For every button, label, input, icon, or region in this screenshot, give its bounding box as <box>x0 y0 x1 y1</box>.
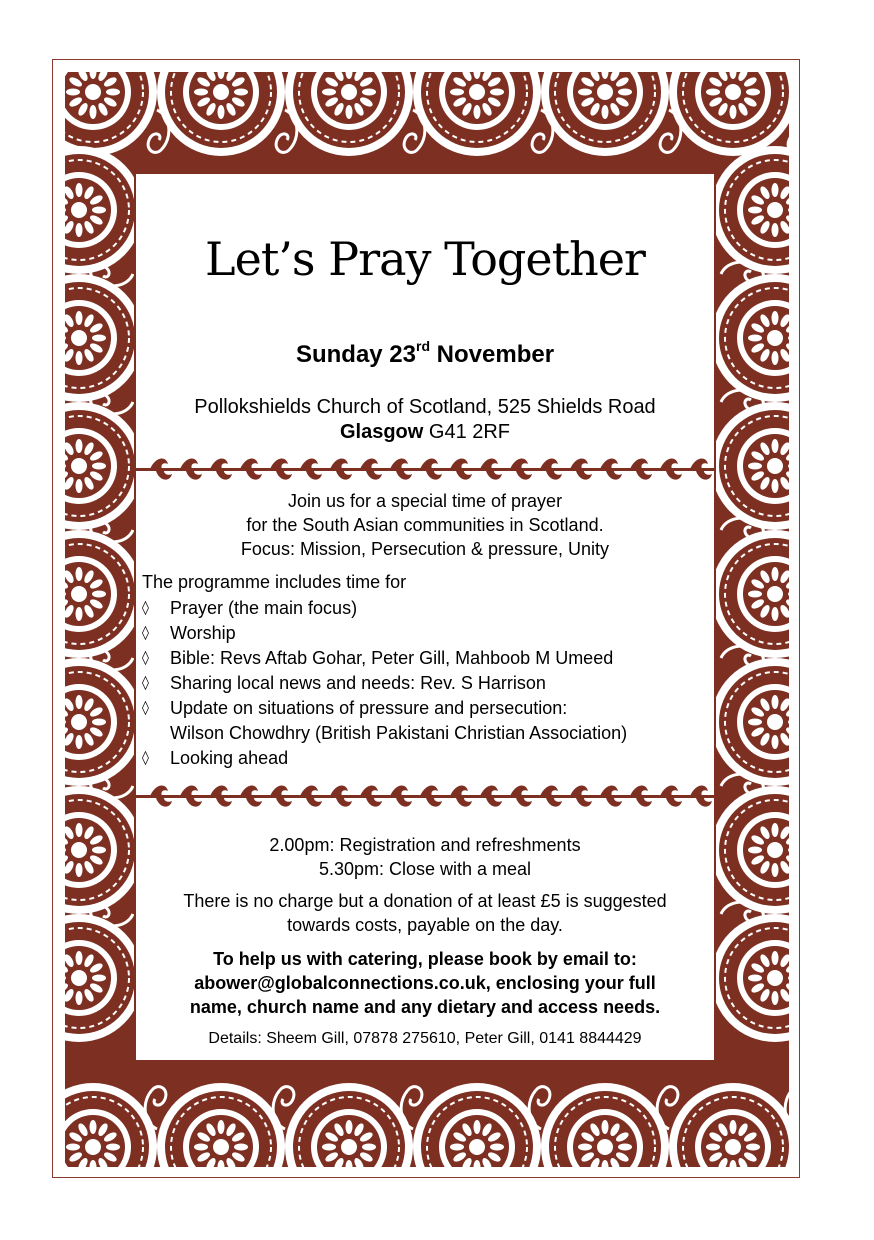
date-ordinal-suffix: rd <box>416 338 430 354</box>
diamond-bullet-icon: ◊ <box>142 750 149 766</box>
list-item <box>140 646 627 671</box>
intro-focus-line: Focus: Mission, Persecution & pressure, Unity <box>240 539 610 559</box>
programme-item-text: Prayer (the main focus) <box>170 598 358 618</box>
programme-item-text: Worship <box>170 623 236 643</box>
ornamental-band-top <box>136 452 714 488</box>
diamond-bullet-icon: ◊ <box>142 650 149 666</box>
diamond-bullet-icon: ◊ <box>142 700 149 716</box>
list-item <box>140 621 627 646</box>
intro-line-2: for the South Asian communities in Scotland. <box>246 515 604 535</box>
list-item <box>140 746 627 771</box>
list-item <box>140 596 627 621</box>
venue-city-postcode <box>136 421 714 444</box>
diamond-bullet-icon: ◊ <box>142 600 149 616</box>
donation-note-line-2: towards costs, payable on the day. <box>287 915 563 935</box>
registration-time: 2.00pm: Registration and refreshments <box>269 835 581 855</box>
list-item-continuation <box>140 721 627 746</box>
date-prefix: Sunday 23 <box>295 341 416 368</box>
contact-details: Details: Sheem Gill, 07878 275610, Peter Gill, 0141 8844429 <box>208 1030 642 1047</box>
programme-item-text: Sharing local news and needs: Rev. S Harrison <box>170 673 546 693</box>
programme-item-text: Update on situations of pressure and persecution: <box>170 698 568 718</box>
programme-item-text: Looking ahead <box>170 748 289 768</box>
flyer-content-panel <box>134 172 716 1062</box>
donation-note-line-1: There is no charge but a donation of at least £5 is suggested <box>183 891 667 911</box>
booking-instruction-line-1: To help us with catering, please book by email to: <box>213 949 637 969</box>
programme-list <box>140 596 627 771</box>
programme-heading: The programme includes time for <box>142 572 407 592</box>
list-item <box>140 671 627 696</box>
programme-item-text: Bible: Revs Aftab Gohar, Peter Gill, Mahboob M Umeed <box>170 648 614 668</box>
list-item <box>140 696 627 721</box>
venue-address: Pollokshields Church of Scotland, 525 Shields Road <box>194 396 656 418</box>
intro-line-1: Join us for a special time of prayer <box>287 491 563 511</box>
close-time: 5.30pm: Close with a meal <box>318 859 532 879</box>
booking-email-line: abower@globalconnections.co.uk, enclosing your full <box>194 973 656 993</box>
booking-instruction-line-3: name, church name and any dietary and access needs. <box>189 997 661 1017</box>
event-date <box>136 340 714 369</box>
flyer-title: Let’s Pray Together <box>205 232 645 286</box>
venue-postcode: G41 2RF <box>423 421 511 443</box>
venue-city: Glasgow <box>339 421 424 443</box>
programme-item-text: Wilson Chowdhry (British Pakistani Christian Association) <box>170 723 628 743</box>
ornamental-band-bottom <box>136 779 714 815</box>
date-month: November <box>430 341 555 368</box>
diamond-bullet-icon: ◊ <box>142 675 149 691</box>
diamond-bullet-icon: ◊ <box>142 625 149 641</box>
